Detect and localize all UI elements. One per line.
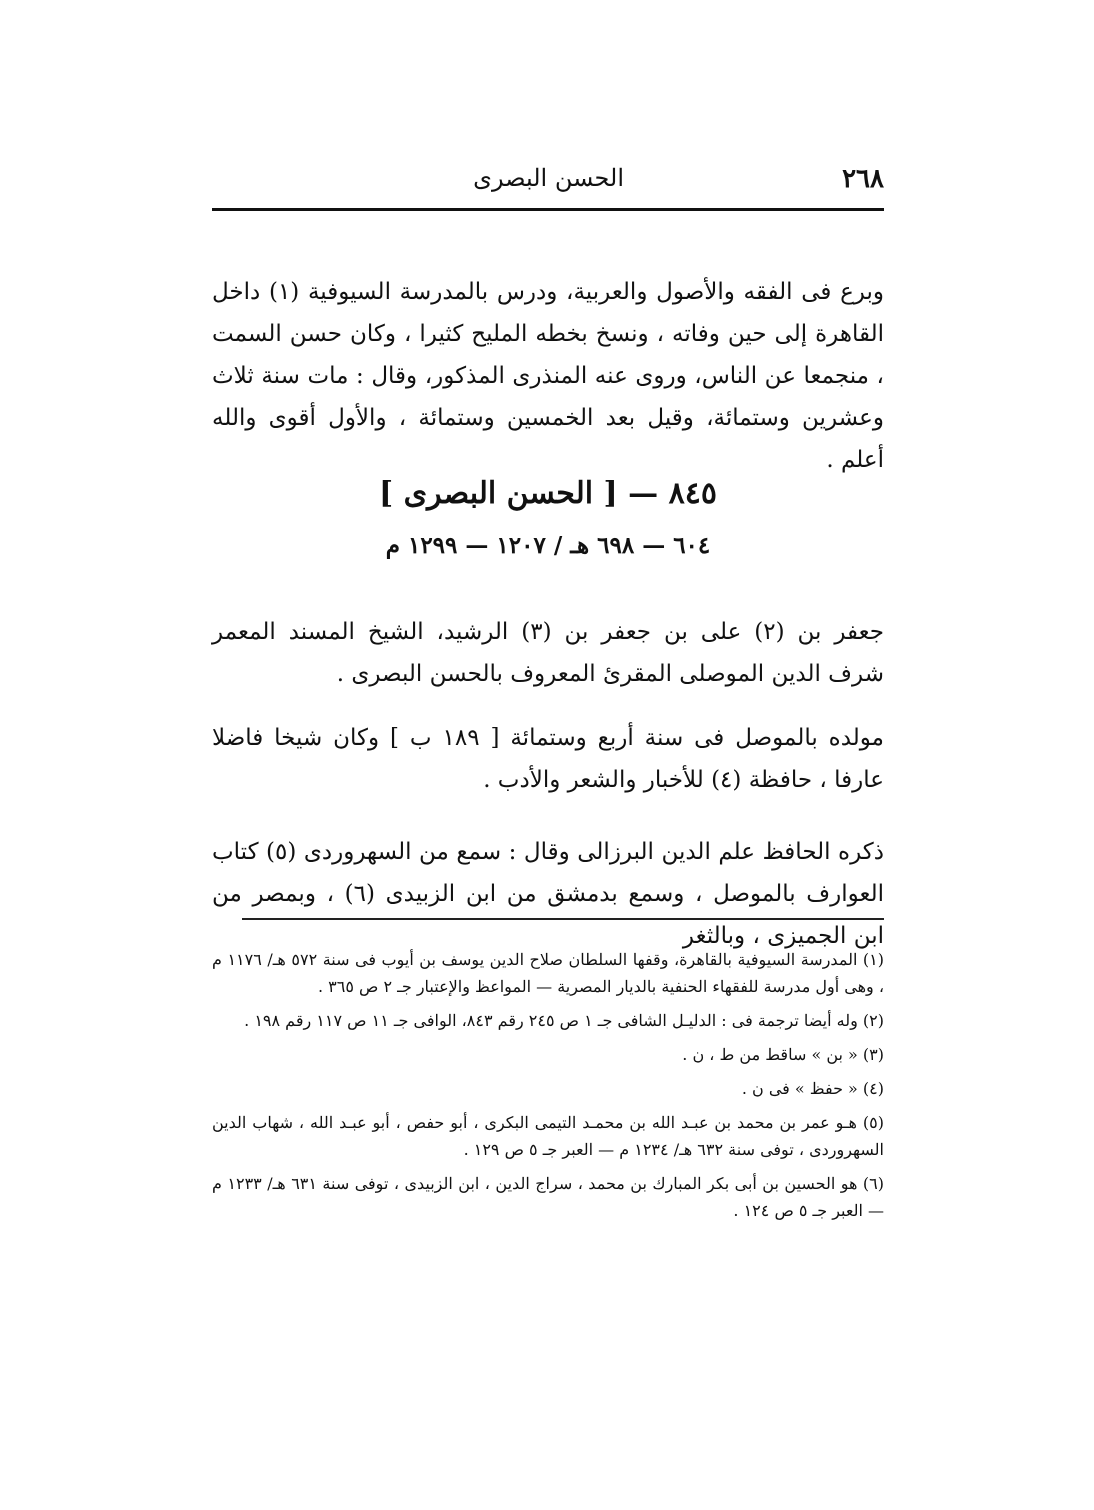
- header-rule: [212, 208, 884, 211]
- entry-heading: ٨٤٥ — [ الحسن البصرى ]: [379, 476, 717, 511]
- footnote: (٤) « حفظ » فى ن .: [741, 1079, 884, 1098]
- footnote-separator: [242, 918, 884, 920]
- body-paragraph: ذكره الحافظ علم الدين البرزالى وقال : سمع من السهروردى (٥) كتاب العوارف بالموصل ، وسمع بدمشق من ابن الزبيدى (٦) ، وبمصر من ابن الجميزى ، وبالثغر: [212, 839, 884, 949]
- footnote: (١) المدرسة السيوفية بالقاهرة، وقفها السلطان صلاح الدين يوسف بن أيوب فى سنة ٥٧٢ هـ/ ١١٧٦ م ، وهى أول مدرسة للفقهاء الحنفية بالديار المصرية — المواعظ والإعتبار جـ ٢ ص ٣٦٥ .: [212, 950, 885, 996]
- footnote: (٥) هـو عمر بن محمد بن عبـد الله بن محمـد التيمى البكرى ، أبو حفص ، أبو عبـد الله ، شهاب الدين السهروردى ، توفى سنة ٦٣٢ هـ/ ١٢٣٤ م — العبر جـ ٥ ص ١٢٩ .: [212, 1113, 884, 1159]
- body-paragraph: مولده بالموصل فى سنة أربع وستمائة [ ١٨٩ ب ] وكان شيخا فاضلا عارفا ، حافظة (٤) للأخبار والشعر والأدب .: [212, 725, 884, 793]
- running-title: الحسن البصرى: [473, 164, 624, 192]
- body-paragraph: وبرع فى الفقه والأصول والعربية، ودرس بالمدرسة السيوفية (١) داخل القاهرة إلى حين وفاته ، ونسخ بخطه المليح كثيرا ، وكان حسن السمت ، منجمعا عن الناس، وروى عنه المنذرى المذكور، وقال : مات سنة ثلاث وعشرين وستمائة، وقيل بعد الخمسين وستمائة ، والأول أقوى والله أعلم .: [212, 279, 884, 473]
- footnote: (٢) وله أيضا ترجمة فى : الدليـل الشافى جـ ١ ص ٢٤٥ رقم ٨٤٣، الوافى جـ ١١ ص ١١٧ رقم ١٩٨ .: [244, 1011, 884, 1030]
- footnotes-section: [212, 946, 884, 1231]
- page-number: ٢٦٨: [842, 164, 884, 194]
- entry-dates: ٦٠٤ — ٦٩٨ هـ / ١٢٠٧ — ١٢٩٩ م: [385, 532, 711, 559]
- footnote: (٦) هو الحسين بن أبى بكر المبارك بن محمد ، سراج الدين ، ابن الزبيدى ، توفى سنة ٦٣١ هـ/ ١٢٣٣ م — العبر جـ ٥ ص ١٢٤ .: [212, 1174, 885, 1220]
- page-header: [212, 162, 884, 202]
- body-paragraph: جعفر بن (٢) على بن جعفر بن (٣) الرشيد، الشيخ المسند المعمر شرف الدين الموصلى المقرئ المعروف بالحسن البصرى .: [212, 619, 884, 687]
- footnote: (٣) « بن » ساقط من ط ، ن .: [682, 1045, 884, 1064]
